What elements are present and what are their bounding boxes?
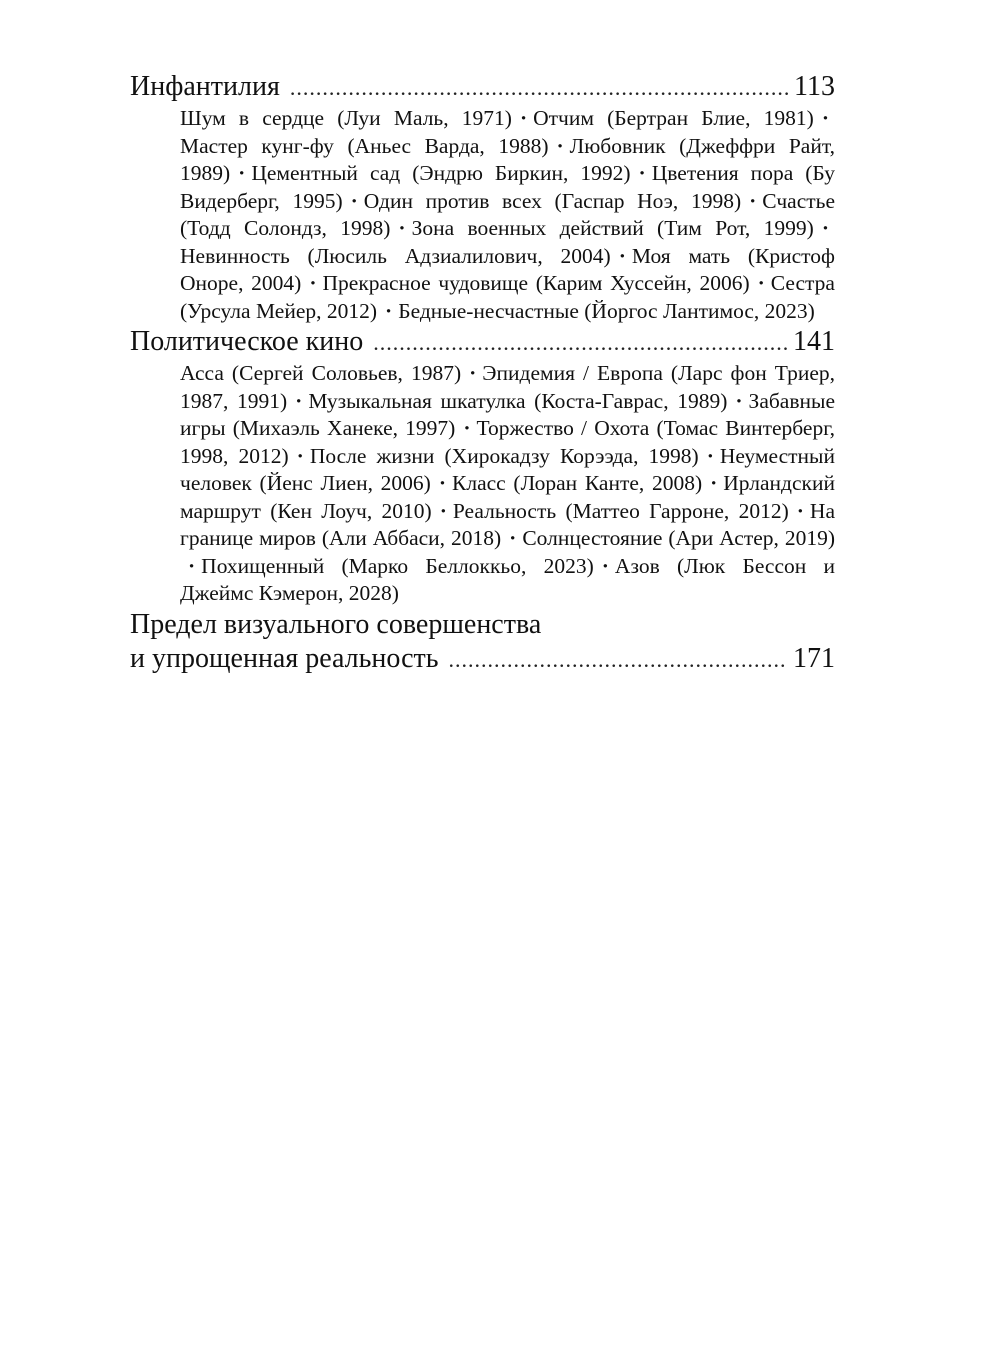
bullet-separator: · bbox=[519, 106, 528, 130]
film-item: Эпидемия / Европа (Ларс фон Триер, 1987, 1991) bbox=[180, 361, 835, 413]
chapter-heading bbox=[130, 608, 835, 677]
film-item: Отчим (Бертран Блие, 1981) bbox=[533, 106, 814, 130]
bullet-separator: · bbox=[710, 471, 718, 495]
bullet-separator: · bbox=[463, 416, 471, 440]
chapter-title[interactable]: Инфантилия bbox=[130, 71, 280, 102]
bullet-separator: · bbox=[469, 361, 477, 385]
film-item: Похищенный (Марко Беллоккьо, 2023) bbox=[201, 553, 594, 578]
film-item: Забавные игры (Михаэль Ханеке, 1997) bbox=[180, 388, 835, 440]
bullet-separator: · bbox=[238, 161, 246, 185]
table-of-contents bbox=[130, 70, 835, 677]
dot-leader bbox=[290, 71, 788, 105]
chapter-heading bbox=[130, 325, 835, 360]
bullet-separator: · bbox=[601, 553, 609, 578]
bullet-separator: · bbox=[438, 471, 447, 495]
bullet-separator: · bbox=[821, 106, 829, 130]
film-item: Шум в сердце (Луи Маль, 1971) bbox=[180, 106, 512, 130]
bullet-separator: · bbox=[556, 133, 564, 158]
film-item: Музыкальная шкатулка (Коста-Гаврас, 1989) bbox=[308, 388, 728, 413]
bullet-separator: · bbox=[439, 498, 447, 523]
film-item: Класс (Лоран Канте, 2008) bbox=[452, 471, 703, 495]
film-item: Ирландский маршрут (Кен Лоуч, 2010) bbox=[180, 471, 835, 523]
film-item: После жизни (Хирокадзу Корээда, 1998) bbox=[309, 443, 699, 468]
bullet-separator: · bbox=[618, 243, 626, 268]
bullet-separator: · bbox=[509, 526, 517, 550]
bullet-separator: · bbox=[757, 271, 765, 295]
film-item: Асса (Сергей Соловьев, 1987) bbox=[180, 361, 462, 385]
bullet-separator: · bbox=[706, 443, 714, 468]
film-item: Бедные-несчастные (Йоргос Лантимос, 2023) bbox=[398, 298, 815, 323]
film-item: Сестра (Урсула Мейер, 2012) bbox=[180, 271, 835, 323]
film-item: Солнцестояние (Ари Астер, 2019) bbox=[522, 526, 836, 550]
film-item: Невинность (Люсиль Адзиалилович, 2004) bbox=[180, 243, 611, 268]
page-number[interactable]: 113 bbox=[794, 71, 835, 102]
bullet-separator: · bbox=[350, 188, 358, 213]
film-item: Торжество / Охота (Томас Винтерберг, 1998, 2012) bbox=[180, 416, 835, 468]
film-item: Цементный сад (Эндрю Биркин, 1992) bbox=[251, 161, 631, 185]
film-item: Неуместный человек (Йенс Лиен, 2006) bbox=[180, 443, 835, 495]
film-item: Прекрасное чудовище (Карим Хуссейн, 2006) bbox=[322, 271, 750, 295]
chapter-title-line-2[interactable]: и упрощенная реальность bbox=[130, 642, 439, 674]
chapter-heading bbox=[130, 70, 835, 105]
film-item: Счастье (Тодд Солондз, 1998) bbox=[180, 188, 835, 240]
bullet-separator: · bbox=[398, 216, 406, 240]
bullet-separator: · bbox=[385, 298, 393, 323]
dot-leader bbox=[373, 326, 787, 360]
film-item: Мастер кунг-фу (Аньес Варда, 1988) bbox=[180, 133, 549, 158]
film-item: Моя мать (Кристоф Оноре, 2004) bbox=[180, 243, 835, 295]
toc-entry-infantilia bbox=[130, 70, 835, 325]
bullet-separator: · bbox=[638, 161, 646, 185]
bullet-separator: · bbox=[735, 388, 743, 413]
bullet-separator: · bbox=[188, 553, 196, 578]
chapter-title[interactable]: Политическое кино bbox=[130, 326, 364, 357]
bullet-separator: · bbox=[295, 388, 303, 413]
bullet-separator: · bbox=[749, 188, 757, 213]
film-item: Один против всех (Гаспар Ноэ, 1998) bbox=[363, 188, 742, 213]
toc-entry-visual-perfection bbox=[130, 608, 835, 677]
bullet-separator: · bbox=[821, 216, 829, 240]
film-item: Цветения пора (Бу Видерберг, 1995) bbox=[180, 161, 835, 213]
film-item: Азов (Люк Бессон и Джеймс Кэмерон, 2028) bbox=[180, 553, 835, 605]
page-number[interactable]: 141 bbox=[793, 326, 835, 357]
film-list bbox=[180, 360, 835, 608]
page-number[interactable]: 171 bbox=[793, 642, 835, 674]
bullet-separator: · bbox=[796, 498, 804, 523]
chapter-title-line-1[interactable]: Предел визуального совершенства bbox=[130, 608, 542, 640]
bullet-separator: · bbox=[309, 271, 317, 295]
film-item: Любовник (Джеффри Райт, 1989) bbox=[180, 133, 835, 185]
film-item: Зона военных действий (Тим Рот, 1999) bbox=[411, 216, 814, 240]
film-item: Реальность (Маттео Гарроне, 2012) bbox=[452, 498, 789, 523]
bullet-separator: · bbox=[296, 443, 304, 468]
dot-leader bbox=[449, 643, 787, 677]
film-item: На границе миров (Али Аббаси, 2018) bbox=[180, 498, 835, 550]
film-list bbox=[180, 105, 835, 325]
chapter-title-line-2-row bbox=[130, 642, 835, 677]
toc-entry-political-cinema bbox=[130, 325, 835, 608]
